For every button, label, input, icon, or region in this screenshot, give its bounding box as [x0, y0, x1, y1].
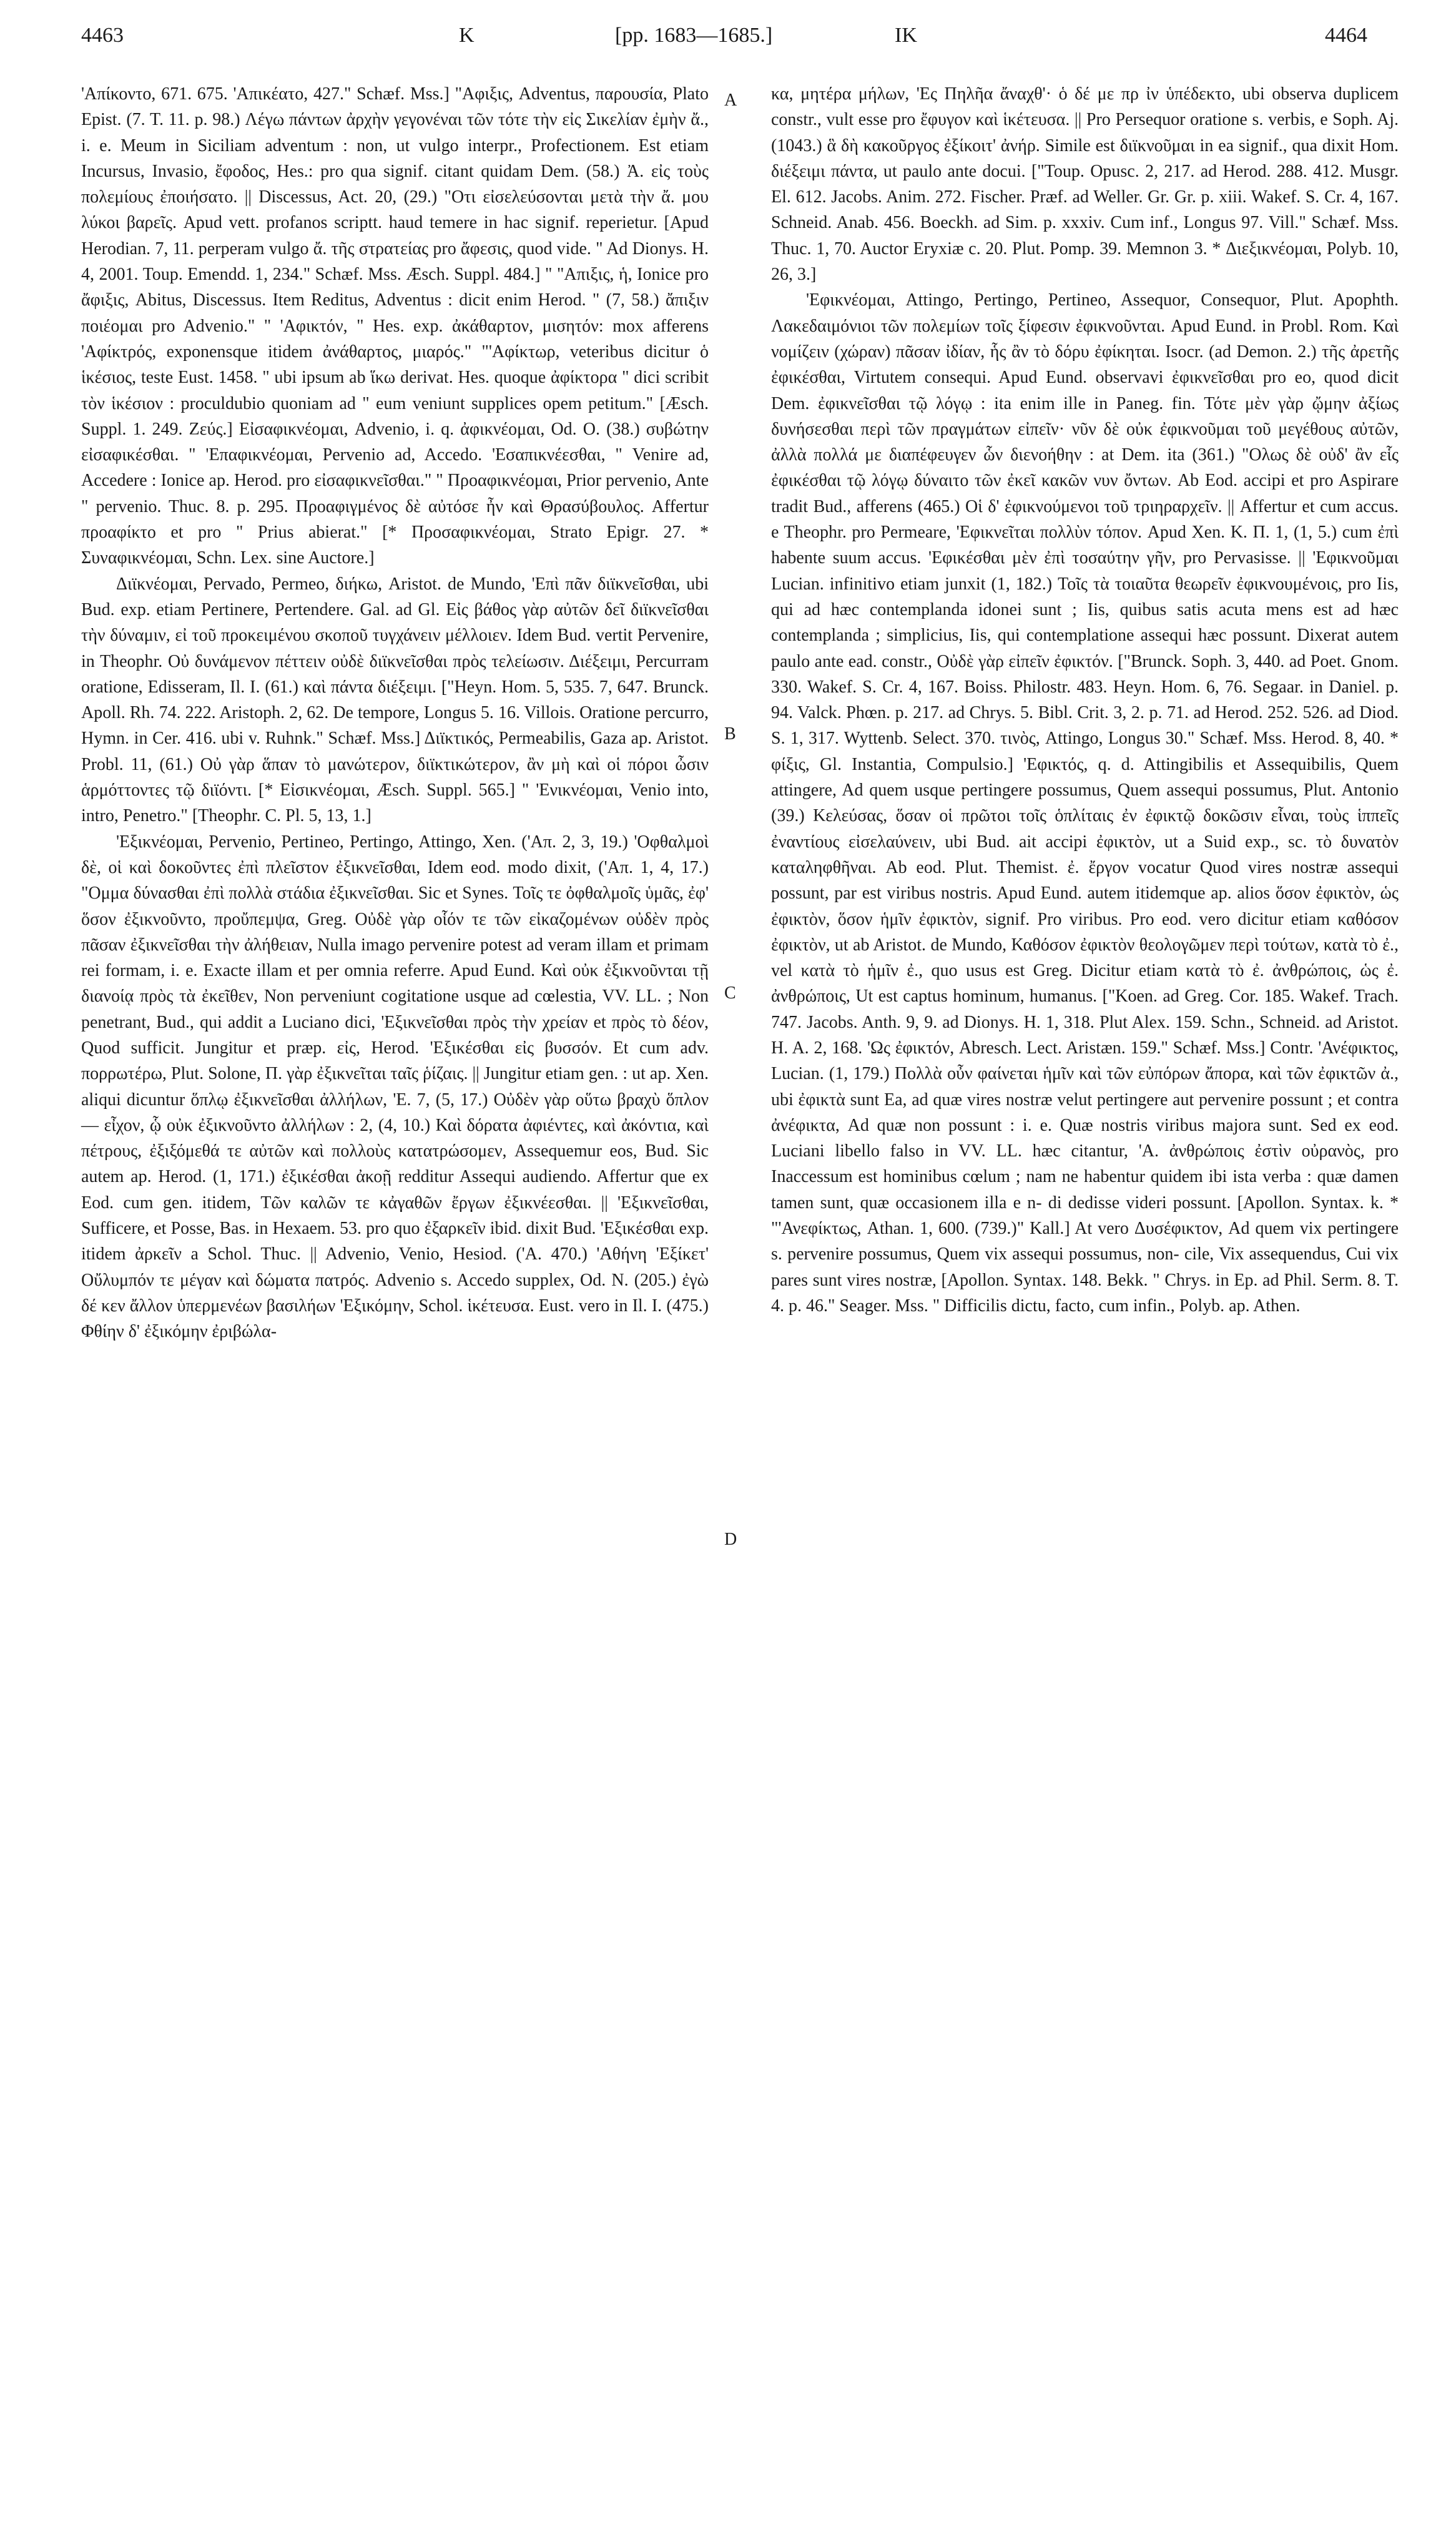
section-marker-a: A — [724, 91, 737, 110]
page-range: [pp. 1683—1685.] — [615, 24, 773, 47]
entry-paragraph: 'Απίκοντο, 671. 675. 'Απικέατο, 427." Schæf. Mss.] "Αφιξις, Adventus, παρουσία, Plato Epist. (7. T. 11. p. 98.) Λέγω πάντων ἀρχὴν γεγονέναι τῶν τότε τὴν εἰς Σικελίαν ἐμὴν ἄ., i. e. Meum in Siciliam adventum : non, ut vulgo interpr., Profectionem. Est etiam Incursus, Invasio, ἔφοδος, Hes.: pro qua signif. citant quidam Dem. (58.) Ἀ. εἰς τοὺς πολεμίους ἐποιήσατο. || Discessus, Act. 20, (29.) "Οτι εἰσελεύσονται μετὰ τὴν ἄ. μου λύκοι βαρεῖς. Apud vett. profanos scriptt. haud temere in hac signif. reperietur. [Apud Herodian. 7, 11. perperam vulgo ἄ. τῆς στρατείας pro ἄφεσις, quod vide. " Ad Dionys. H. 4, 2001. Toup. Emendd. 1, 234." Schæf. Mss. Æsch. Suppl. 484.] " "Απιξις, ἡ, Ionice pro ἄφιξις, Abitus, Discessus. Item Reditus, Adventus : dicit enim Herod. " (7, 58.) ἄπιξιν ποιέομαι pro Advenio." " 'Αφικτόν, " Hes. exp. ἀκάθαρτον, μισητόν: mox afferens 'Αφίκτρός, exponensque itidem ἀνάθαρτος, μιαρός." "'Αφίκτωρ, veteribus dicitur ὁ ἱκέσιος, teste Eust. 1458. " ubi ipsum ab ἵκω derivat. Hes. quoque ἀφίκτορα " dici scribit τὸν ἱκέσιον : proculdubio quoniam ad " eum veniunt supplices opem petitum." [Æsch. Suppl. 1. 249. Ζεύς.] Εἰσαφικνέομαι, Advenio, i. q. ἀφικνέομαι, Od. O. (38.) συβώτην εἰσαφικέσθαι. " 'Επαφικνέομαι, Pervenio ad, Accedo. 'Εσαπικνέεσθαι, " Venire ad, Accedere : Ionice ap. Herod. pro εἰσαφικνεῖσθαι." " Προαφικνέομαι, Prior pervenio, Ante " pervenio. Thuc. 8. p. 295. Προαφιγμένος δὲ αὐτόσε ἦν καὶ Θρασύβουλος. Affertur προαφίκτο et pro " Prius abierat." [* Προσαφικνέομαι, Strato Epigr. 27. * Συναφικνέομαι, Schn. Lex. sine Auctore.] — [81, 84, 709, 568]
guide-letter-left: K — [459, 24, 475, 47]
entry-paragraph: κα, μητέρα μήλων, 'Ες Πηλῆα ἄναχθ'· ὁ δέ με πρ ἰν ὑπέδεκτο, ubi observa duplicem constr., vult esse pro ἔφυγον καὶ ἱκέτευσα. || Pro Persequor oratione s. verbis, e Soph. Aj. (1043.) ἃ δὴ κακοῦργος ἐξίκοιτ' ἀνήρ. Simile est διϊκνοῦμαι in ea signif., qua dixit Hom. διέξειμι πάντα, ut paulo ante docui. ["Toup. Opusc. 2, 217. ad Herod. 288. 412. Musgr. El. 612. Jacobs. Anim. 272. Fischer. Præf. ad Weller. Gr. Gr. p. xiii. Wakef. S. Cr. 4, 167. Schneid. Anab. 456. Boeckh. ad Sim. p. xxxiv. Cum inf., Longus 97. Vill." Schæf. Mss. Thuc. 1, 70. Auctor Eryxiæ c. 20. Plut. Pomp. 39. Memnon 3. * Διεξικνέομαι, Polyb. 10, 26, 3.] — [771, 84, 1399, 285]
entry-paragraph: Διϊκνέομαι, Pervado, Permeo, διήκω, Aristot. de Mundo, 'Επὶ πᾶν διϊκνεῖσθαι, ubi Bud. exp. etiam Pertinere, Pertendere. Gal. ad Gl. Εἰς βάθος γὰρ αὐτῶν δεῖ διϊκνεῖσθαι τὴν δύναμιν, εἰ τοῦ προκειμένου σκοποῦ τυγχάνειν μέλλοιεν. Idem Bud. vertit Pervenire, in Theophr. Οὐ δυνάμενον πέττειν οὐδὲ διϊκνεῖσθαι πρὸς τελείωσιν. Διέξειμι, Percurram oratione, Edisseram, Il. I. (61.) καὶ πάντα διέξειμι. ["Heyn. Hom. 5, 535. 7, 647. Brunck. Apoll. Rh. 74. 222. Aristoph. 2, 62. De tempore, Longus 5. 16. Villois. Oratione percurro, Hymn. in Cer. 416. ubi v. Ruhnk." Schæf. Mss.] Διϊκτικός, Permeabilis, Gaza ap. Aristot. Probl. 11, (61.) Οὐ γὰρ ἅπαν τὸ μανώτερον, διϊκτικώτερον, ἂν μὴ καὶ οἱ πόροι ὦσιν ἁρμόττοντες τῷ διϊόντι. [* Εἰσικνέομαι, Æsch. Suppl. 565.] " 'Ενικνέομαι, Venio into, intro, Penetro." [Theophr. C. Pl. 5, 13, 1.] — [81, 574, 709, 826]
entry-paragraph: 'Εξικνέομαι, Pervenio, Pertineo, Pertingo, Attingo, Xen. ('Απ. 2, 3, 19.) 'Οφθαλμοὶ δὲ, οἱ καὶ δοκοῦντες ἐπὶ πλεῖστον ἐξικνεῖσθαι, Idem eod. modo dixit, ('Απ. 1, 4, 17.) "Ομμα δύνασθαι ἐπὶ πολλὰ στάδια ἐξικνεῖσθαι. Sic et Synes. Τοῖς τε ὀφθαλμοῖς ὑμᾶς, ἐφ' ὅσον ἐξικνοῦντο, προὔπεμψα, Greg. Οὐδὲ γὰρ οἷόν τε τῶν εἰκαζομένων οὐδὲν πρὸς πᾶσαν ἐξικνεῖσθαι τὴν ἀλήθειαν, Nulla imago pervenire potest ad veram illam et primam rei formam, i. e. Exacte illam et per omnia referre. Apud Eund. Καὶ οὐκ ἐξικνοῦνται τῇ διανοίᾳ πρὸς τὰ ἐκεῖθεν, Non perveniunt cogitatione usque ad cœlestia, VV. LL. ; Non penetrant, Bud., qui addit a Luciano dici, 'Εξικνεῖσθαι πρὸς τὴν χρείαν et πρὸς τὸ δέον, Quod sufficit. Jungitur et præp. εἰς, Herod. 'Εξικέσθαι εἰς βυσσόν. Et cum adv. πορρωτέρω, Plut. Solone, Π. γὰρ ἐξικνεῖται ταῖς ῥίζαις. || Jungitur etiam gen. : ut ap. Xen. aliqui dicuntur ὅπλῳ ἐξικνεῖσθαι ἀλλήλων, 'Ε. 7, (5, 17.) Οὐδὲν γὰρ οὕτω βραχὺ ὅπλον — εἶχον, ᾧ οὐκ ἐξικνοῦντο ἀλλήλων : 2, (4, 10.) Καὶ δόρατα ἀφιέντες, καὶ ἀκόντια, καὶ πέτρους, ἐξιξόμεθά τε αὐτῶν καὶ πολλοὺς κατατρώσομεν, Assequemur eos, Bud. Sic autem ap. Herod. (1, 171.) ἐξικέσθαι ἀκοῇ redditur Assequi audiendo. Affertur que ex Eod. cum gen. itidem, Τῶν καλῶν τε κἀγαθῶν ἔργων ἐξικνέεσθαι. || 'Εξικνεῖσθαι, Sufficere, et Posse, Bas. in Hexaem. 53. pro quo ἐξαρκεῖν ibid. dixit Bud. 'Εξικέσθαι exp. itidem ἀρκεῖν a Schol. Thuc. || Advenio, Venio, Hesiod. ('Α. 470.) 'Αθήνη 'Εξίκετ' Οὔλυμπόν τε μέγαν καὶ δώματα πατρός. Advenio s. Accedo supplex, Od. N. (205.) ἐγὼ δέ κεν ἄλλον ὑπερμενέων βασιλήων 'Εξικόμην, Schol. ἱκέτευσα. Eust. vero in Il. I. (475.) Φθίην δ' ἐξικόμην ἐριβώλα- — [81, 832, 709, 1342]
guide-letter-right: IK — [895, 24, 917, 47]
left-column — [81, 81, 709, 1345]
page-number-right: 4464 — [1325, 24, 1367, 47]
right-column — [771, 81, 1399, 1319]
section-marker-d: D — [724, 1530, 737, 1549]
page-header — [81, 24, 1367, 61]
entry-paragraph: 'Εφικνέομαι, Attingo, Pertingo, Pertineo, Assequor, Consequor, Plut. Apophth. Λακεδαιμόνιοι τῶν πολεμίων τοῖς ξίφεσιν ἐφικνοῦνται. Apud Eund. in Probl. Rom. Καὶ νομίζειν (χώραν) πᾶσαν ἰδίαν, ἧς ἂν τὸ δόρυ ἐφίκηται. Isocr. (ad Demon. 2.) τῆς ἀρετῆς ἐφικέσθαι, Virtutem consequi. Apud Eund. observavi ἐφικνεῖσθαι pro eo, quod dicit Dem. ἐφικνεῖσθαι τῷ λόγῳ : ita enim ille in Paneg. fin. Τότε μὲν γὰρ ᾤμην ἀξίως δυνήσεσθαι περὶ τῶν πραγμάτων εἰπεῖν· νῦν δὲ οὐκ ἐφικνοῦμαι τοῦ μεγέθους αὐτῶν, ἀλλὰ πολλά με διαπέφευγεν ὧν διενοήθην : at Dem. ita (361.) "Ολως δὲ οὐδ' ἂν εἷς ἐφικέσθαι τῷ λόγῳ δύναιτο τῶν ἐκεῖ κακῶν νυν ὄντων. Ab Eod. accipi et pro Aspirare tradit Bud., afferens (465.) Οἱ δ' ἐφικνούμενοι τοῦ τριηραρχεῖν. || Affertur et cum accus. e Theophr. pro Permeare, 'Εφικνεῖται πολλὺν τόπον. Apud Xen. Κ. Π. 1, (1, 5.) cum ἐπὶ habente suum accus. 'Εφικέσθαι μὲν ἐπὶ τοσαύτην γῆν, pro Pervasisse. || 'Εφικνοῦμαι Lucian. infinitivo etiam junxit (1, 182.) Τοῖς τὰ τοιαῦτα θεωρεῖν ἐφικνουμένοις, pro Iis, qui ad hæc contemplanda idonei sunt ; Iis, quibus satis acuta mens est ad hæc contemplanda ; simplicius, Iis, qui contemplatione assequi hæc possunt. Dixerat autem paulo ante ead. constr., Οὐδὲ γὰρ εἰπεῖν ἐφικτόν. ["Brunck. Soph. 3, 440. ad Poet. Gnom. 330. Wakef. S. Cr. 4, 167. Boiss. Philostr. 483. Heyn. Hom. 6, 76. Segaar. in Daniel. p. 94. Valck. Phœn. p. 217. ad Chrys. 5. Bibl. Crit. 3, 2. p. 71. ad Herod. 252. 526. ad Diod. S. 1, 317. Wyttenb. Select. 370. τινὸς, Attingo, Longus 30." Schæf. Mss. Herod. 8, 40. * φίξις, Gl. Instantia, Compulsio.] 'Εφικτός, q. d. Attingibilis et Assequibilis, Quem attingere, Ad quem usque pertingere possumus, Quem assequi possumus, Plut. Antonio (39.) Κελεύσας, ὅσαν οἱ πρῶτοι τοῖς ὁπλίταις ἐν ἐφικτῷ δοκῶσιν εἶναι, τοὺς ἱππεῖς ἐναντίους εἰσελαύνειν, ubi Bud. ait accipi ἐφικτὸν, ut a Suid exp., sc. τὸ δυνατὸν καταληφθῆναι. Ab eod. Plut. Themist. ἐ. ἔργον vocatur Quod vires nostræ assequi possunt, par est viribus nostris. Apud Eund. autem itidemque ap. alios ὅσον ἐφικτὸν, ὡς ἐφικτὸν, ὅσον ἡμῖν ἐφικτὸν, signif. Pro viribus. Pro eod. vero dicitur etiam καθόσον ἐφικτὸν, ut ab Aristot. de Mundo, Καθόσον ἐφικτὸν θεολογῶμεν περὶ τούτων, κατὰ τὸ ἐ., vel κατὰ τὸ ἡμῖν ἐ., quo usus est Greg. Dicitur etiam κατὰ τὸ ἐ. ἀνθρώποις, ὡς ἐ. ἀνθρώποις, Ut est captus hominum, humanus. ["Koen. ad Greg. Cor. 185. Wakef. Trach. 747. Jacobs. Anth. 9, 9. ad Dionys. H. 1, 318. Plut Alex. 159. Schn., Schneid. ad Aristot. H. A. 2, 168. 'Ως ἐφικτόν, Abresch. Lect. Aristæn. 159." Schæf. Mss.] Contr. 'Ανέφικτος, Lucian. (1, 179.) Πολλὰ οὖν φαίνεται ἡμῖν καὶ τῶν εὐπόρων ἄπορα, καὶ τῶν ἐφικτῶν ἀ., ubi ἐφικτὰ sunt Ea, ad quæ vires nostræ velut pertingere aut pervenire possunt ; et contra ἀνέφικτα, Ad quæ non possunt : i. e. Quæ nostris viribus majora sunt. Sed ex eod. Luciani libello falso in VV. LL. hæc citantur, 'Α. ἀνθρώποις ἐστὶν οὐρανὸς, pro Inaccessum est hominibus cœlum ; nam ne habentur quidem ibi ista verba : quæ damen tamen sunt, quæ occasionem illa e n- di dedisse videri possunt. [Apollon. Syntax. k. * "'Ανεφίκτως, Athan. 1, 600. (739.)" Kall.] At vero Δυσέφικτον, Ad quem vix pertingere s. pervenire possumus, Quem vix assequi possumus, non- cile, Vix assequendus, Cui vix pares sunt vires nostræ, [Apollon. Syntax. 148. Bekk. " Chrys. in Ep. ad Phil. Serm. 8. T. 4. p. 46." Seager. Mss. " Difficilis dictu, facto, cum infin., Polyb. ap. Athen. — [771, 290, 1399, 1316]
page-number-left: 4463 — [81, 24, 124, 47]
section-marker-b: B — [724, 724, 736, 744]
section-marker-c: C — [724, 983, 736, 1003]
